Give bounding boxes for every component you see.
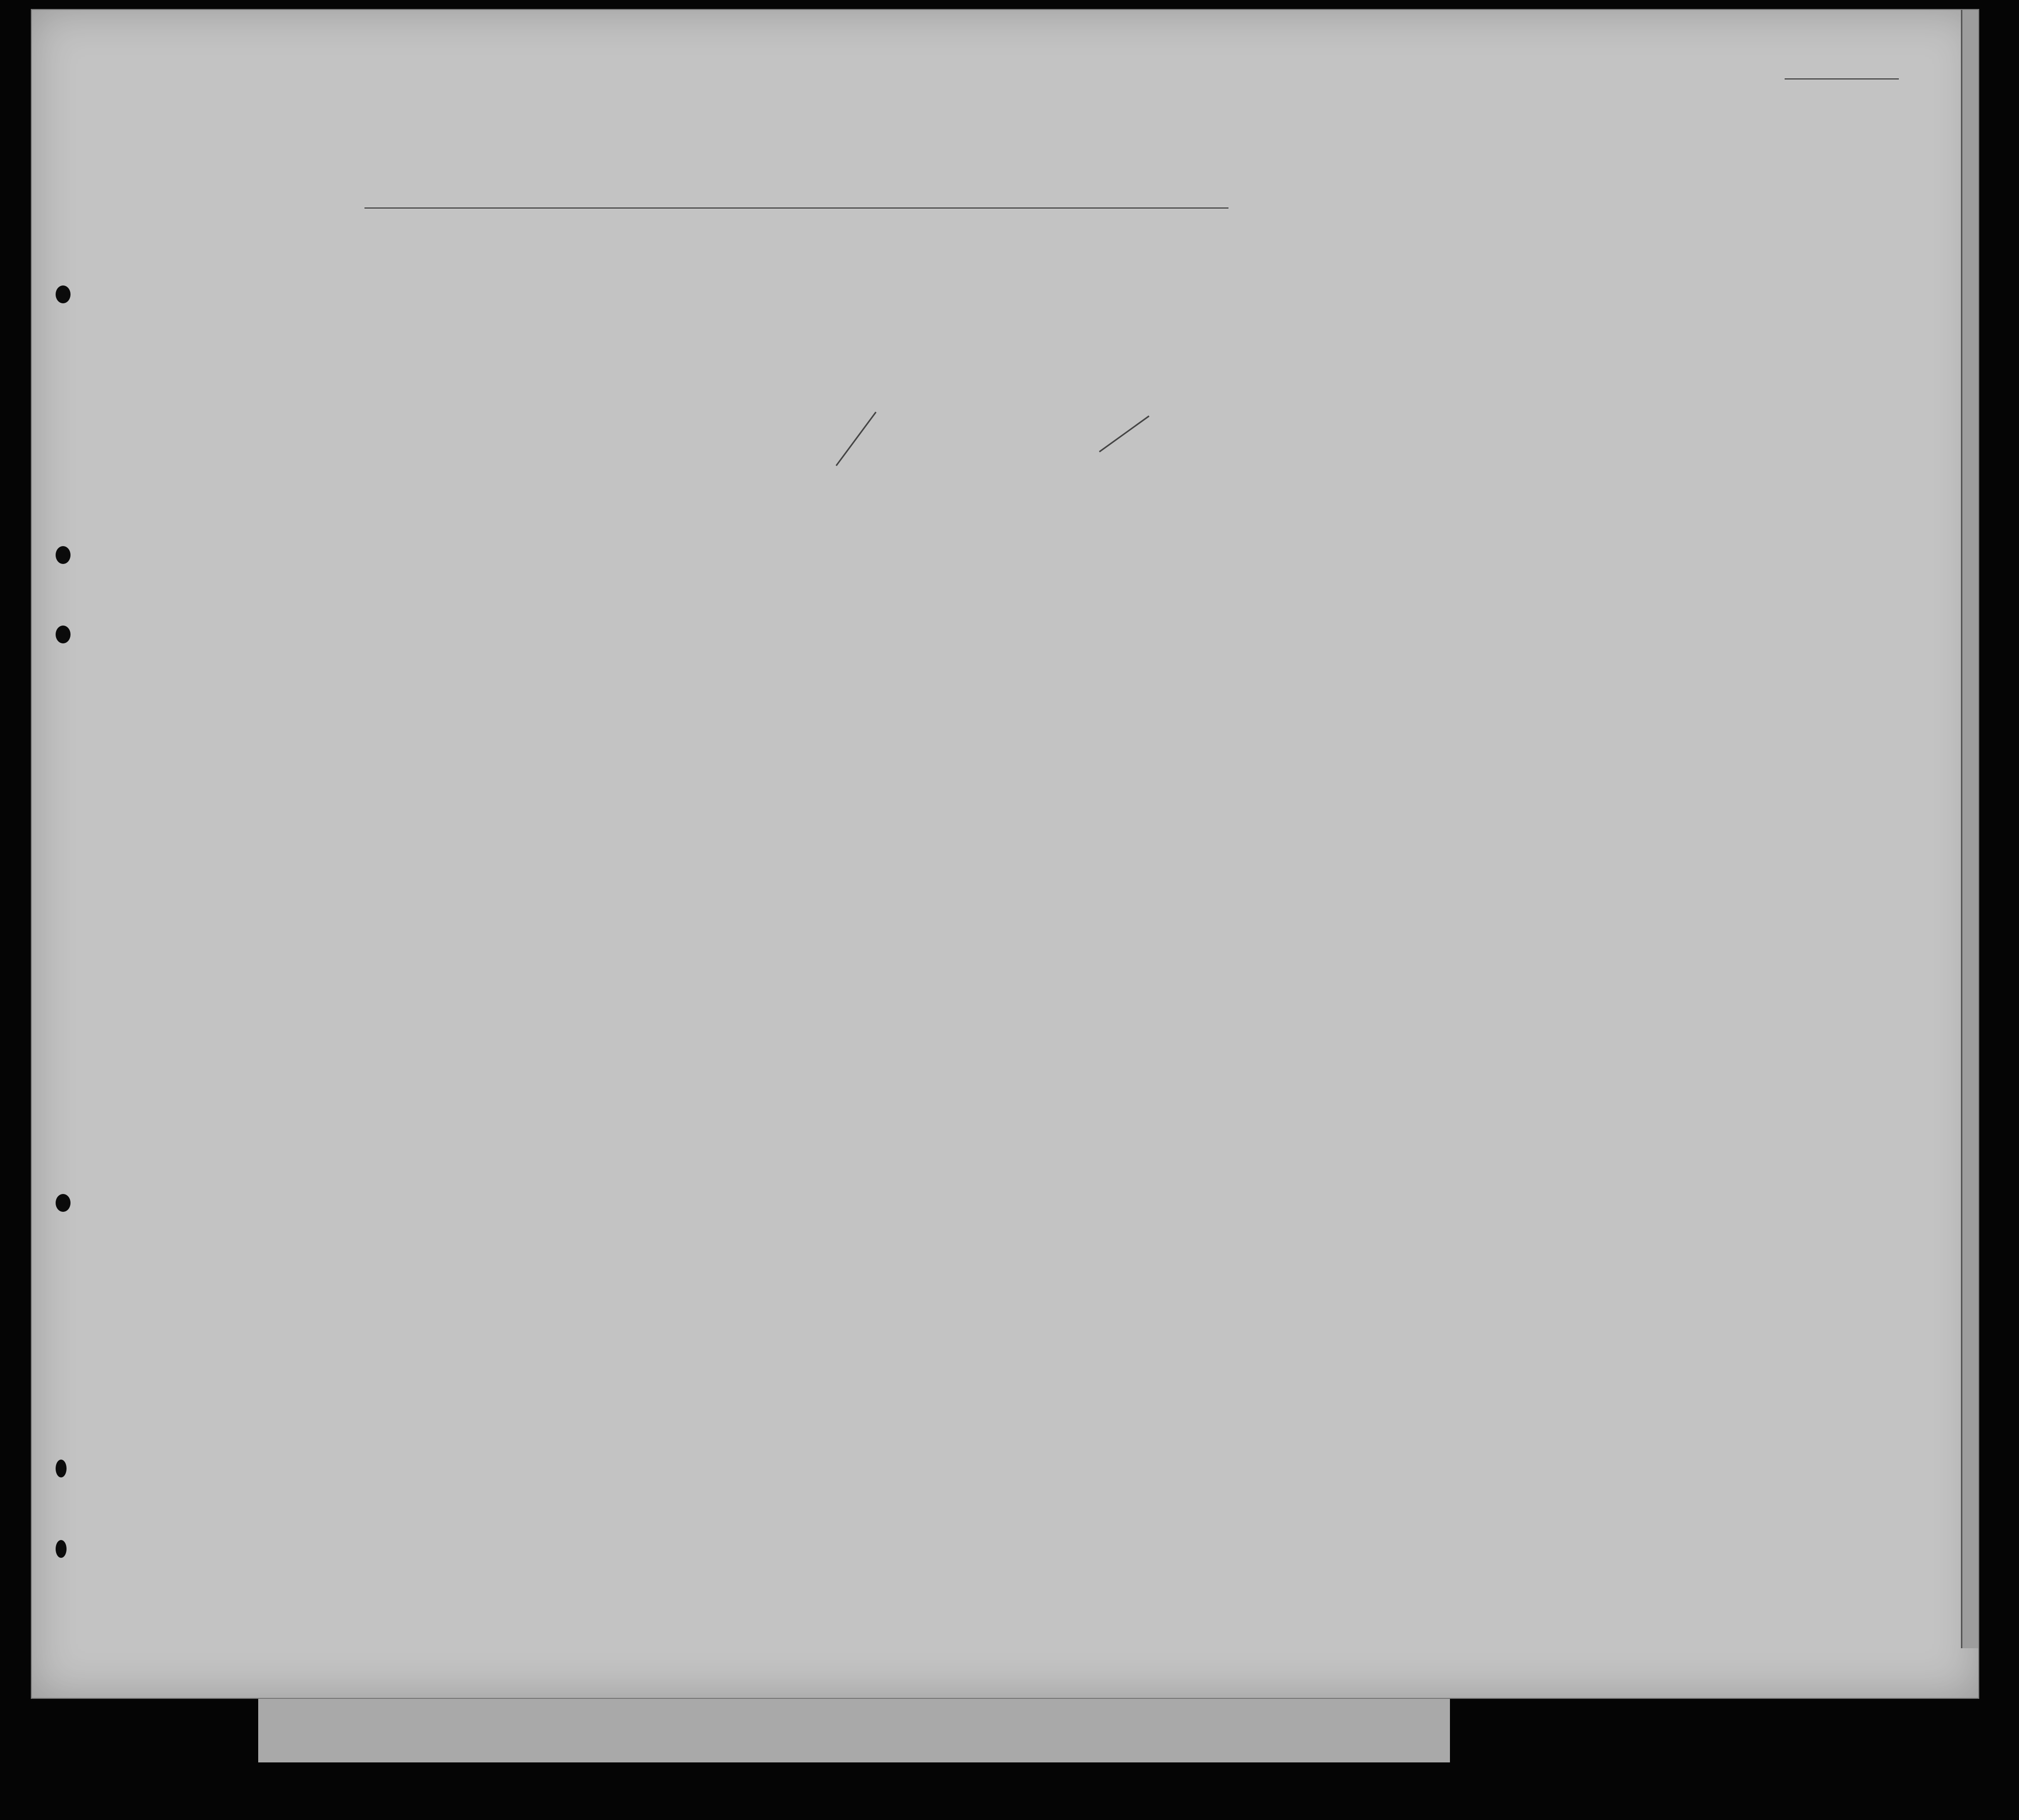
binder-hole xyxy=(56,285,71,303)
binder-hole xyxy=(56,546,71,564)
binder-hole xyxy=(56,1194,71,1212)
binder-hole xyxy=(56,1460,67,1477)
manifest-sheet xyxy=(31,9,1979,1699)
binder-hole xyxy=(56,1540,67,1558)
binder-hole xyxy=(56,626,71,643)
underlying-page xyxy=(258,1688,1450,1762)
handwritten-marks xyxy=(32,10,1978,1698)
